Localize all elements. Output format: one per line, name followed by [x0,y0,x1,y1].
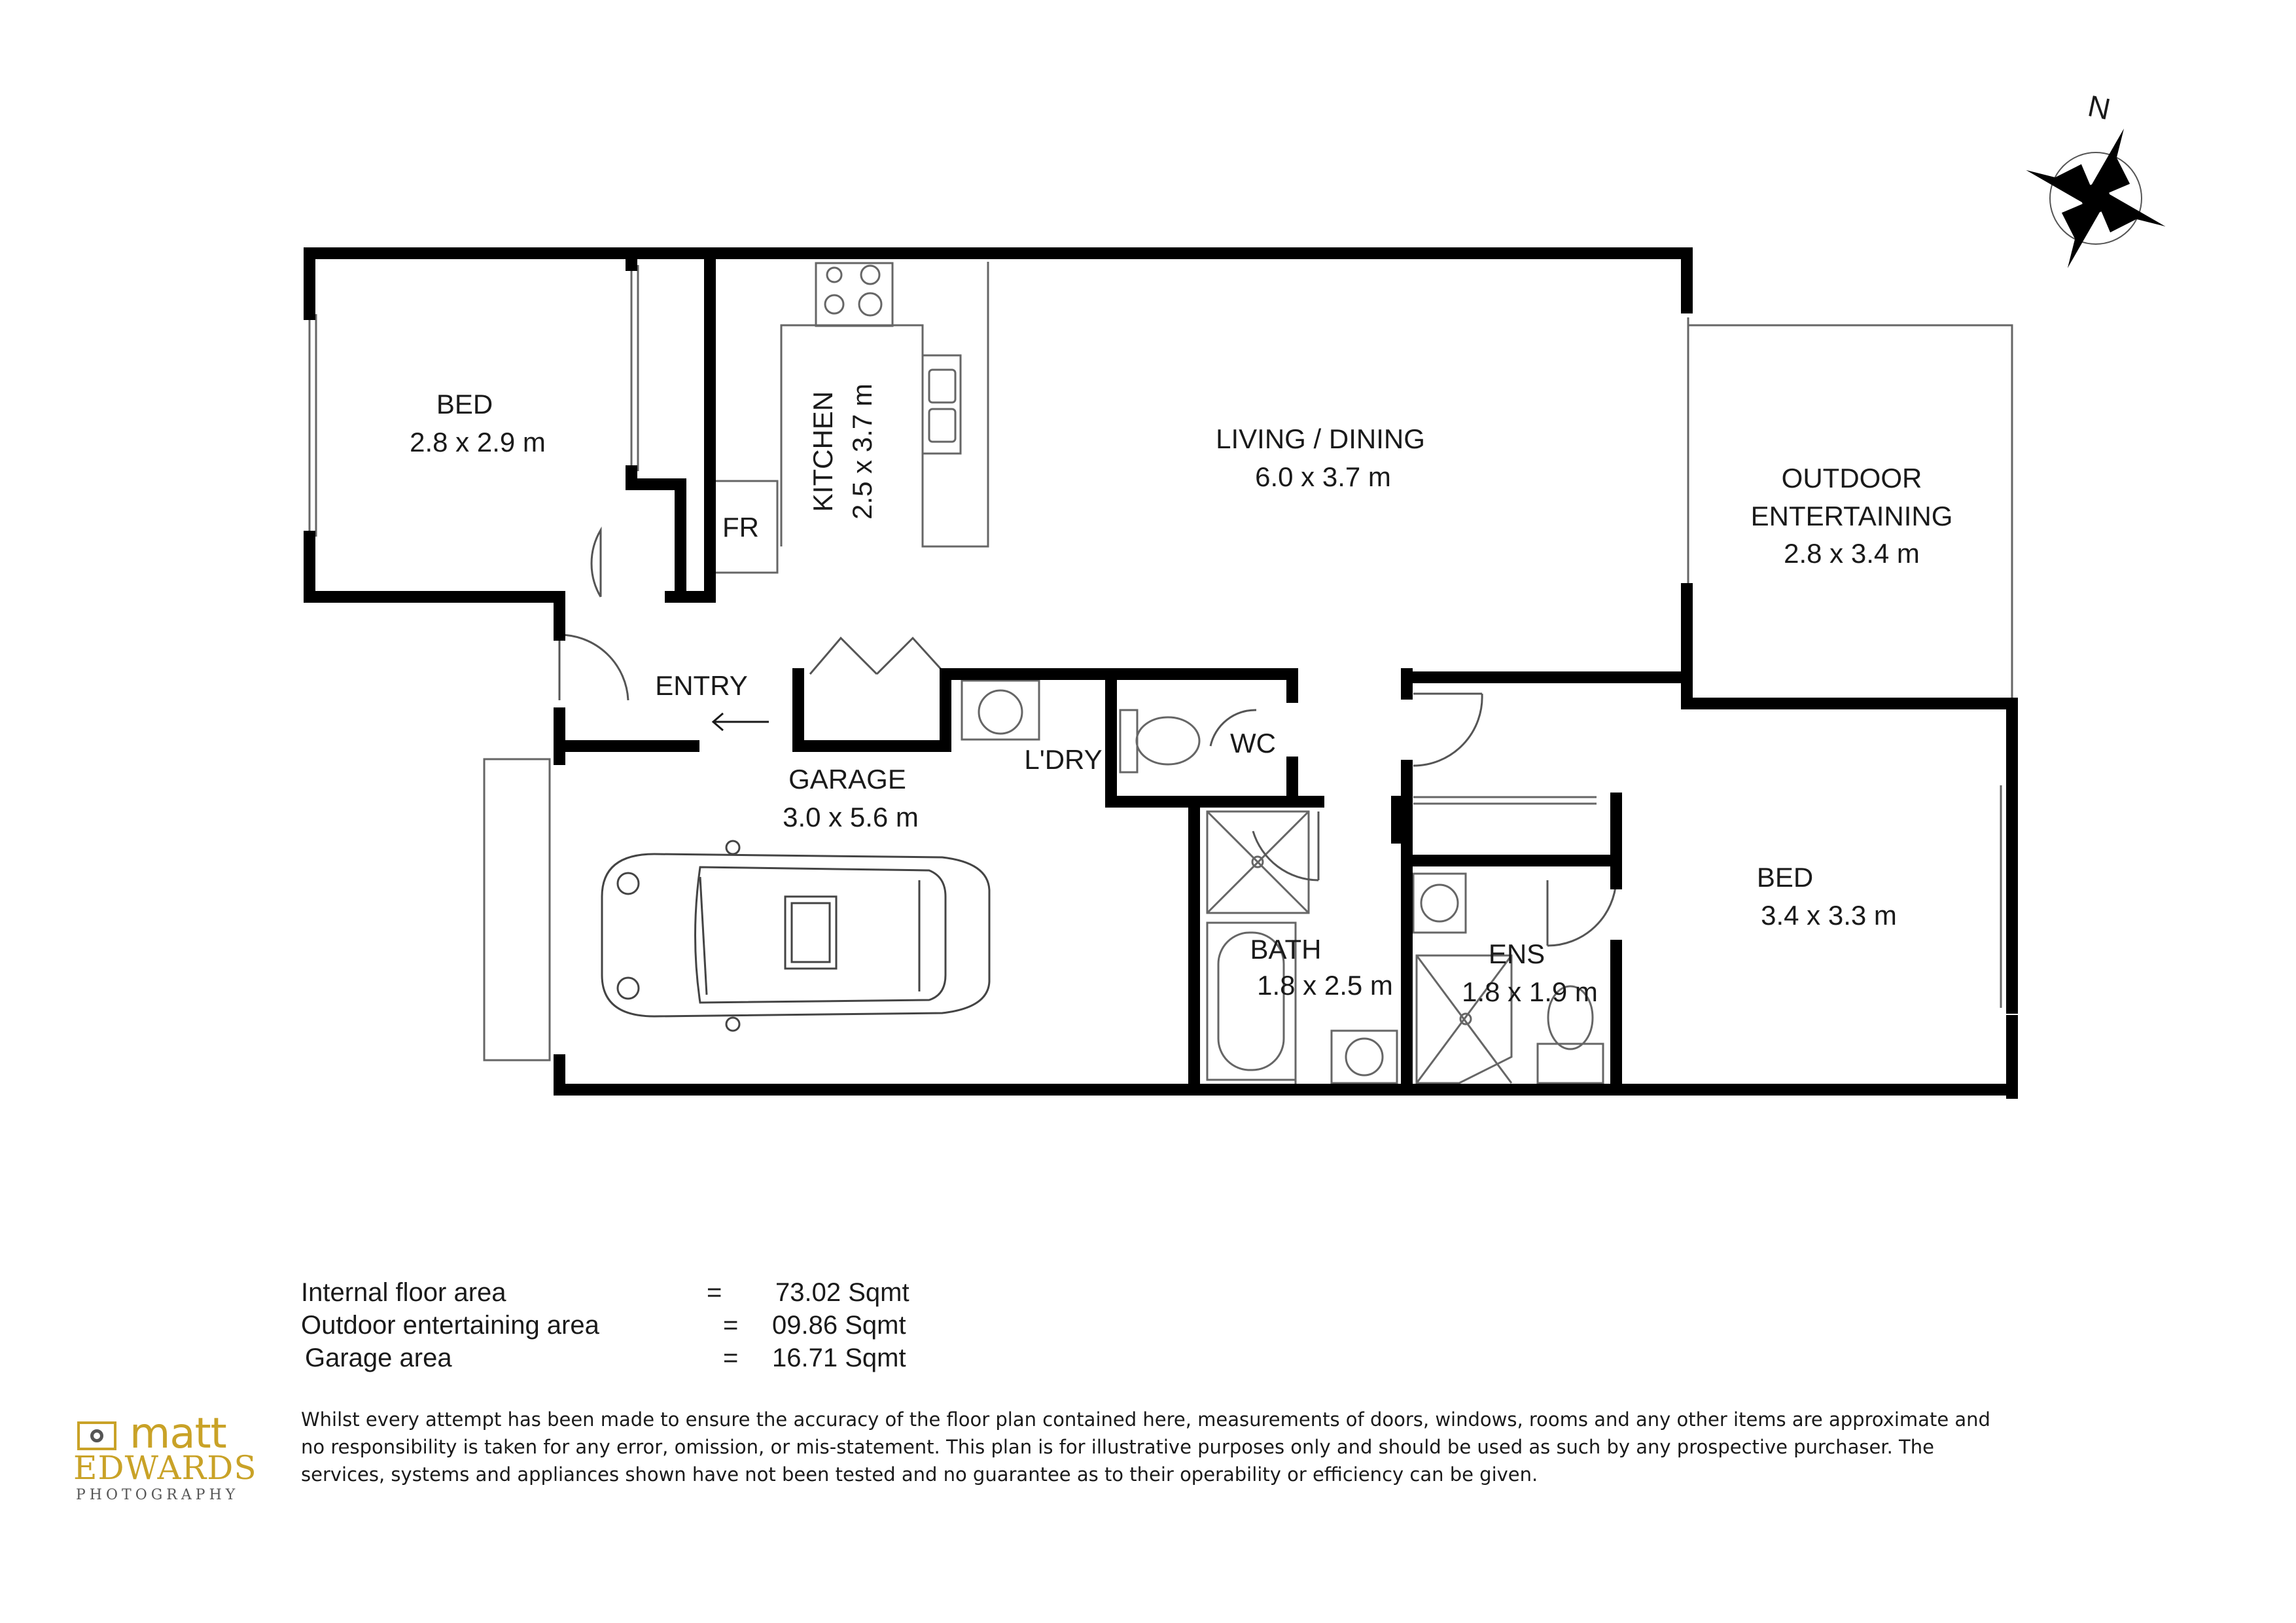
area-label: Internal floor area [301,1278,506,1307]
room-size-bath: 1.8 x 2.5 m [1257,970,1393,1001]
room-label-outdoor [1751,463,1953,569]
room-name-wc: WC [1230,728,1276,758]
area-row [301,1309,955,1342]
area-equals: = [723,1344,739,1372]
room-name-bath: BATH [1250,934,1322,965]
logo-line1: matt [130,1410,226,1458]
room-label-ensuite [1462,938,1598,1007]
area-equals: = [707,1278,722,1307]
room-name-ensuite: ENS [1488,938,1545,969]
kitchen-sink-icon [929,370,955,442]
laundry-tub-icon [962,681,1039,740]
logo-line3: PHOTOGRAPHY [76,1487,239,1503]
area-row [301,1342,955,1374]
room-label-bed2 [1757,862,1897,931]
shower-bath-icon [1207,812,1309,913]
room-name-garage: GARAGE [788,764,906,794]
room-name-bed1: BED [436,389,493,419]
cooktop-icon [825,266,881,315]
room-size-kitchen: 2.5 x 3.7 m [847,383,877,520]
camera-logo-icon [77,1421,116,1450]
room-label-bath [1250,934,1393,1001]
entry-arrow-icon [713,713,769,730]
room-name-fridge: FR [722,512,759,543]
area-label: Garage area [305,1344,452,1372]
room-size-bed2: 3.4 x 3.3 m [1761,900,1897,931]
room-label-bed1 [410,389,546,457]
logo-line2: EDWARDS [73,1449,257,1487]
bath-basin-icon [1296,1031,1397,1085]
ensuite-shower-icon [1417,955,1511,1083]
area-equals: = [723,1311,739,1340]
area-value: 16.71 Sqmt [772,1344,906,1372]
room-size-living: 6.0 x 3.7 m [1255,461,1391,492]
room-name-laundry: L'DRY [1024,744,1103,775]
room-size-bed1: 2.8 x 2.9 m [410,427,546,457]
area-label: Outdoor entertaining area [301,1311,599,1340]
room-name-living: LIVING / DINING [1216,423,1425,454]
garage-door [484,759,550,1060]
room-name-outdoor-line1: OUTDOOR [1781,463,1922,493]
disclaimer-text: Whilst every attempt has been made to ensure the accuracy of the floor plan contained here, measurements of doors, windows, rooms and any other items are approximate and no responsibility is taken for any error, omission, or mis-statement. This plan is for illustrative purposes only and should be used as such by any prospective purchaser. The services, systems and appliances shown have not been tested and no guarantee as to their operability or efficiency can be given. [301,1408,1990,1486]
area-value: 09.86 Sqmt [772,1311,906,1340]
room-name-bed2: BED [1756,862,1814,893]
room-size-garage: 3.0 x 5.6 m [783,802,919,832]
area-summary [301,1276,955,1374]
car-icon [602,841,989,1031]
windows [309,314,2007,1008]
room-name-outdoor-line2: ENTERTAINING [1750,501,1953,531]
area-row [301,1276,955,1309]
north-label: N [2085,88,2113,126]
room-name-kitchen: KITCHEN [807,391,838,512]
room-size-ensuite: 1.8 x 1.9 m [1462,976,1598,1007]
room-label-living [1216,423,1425,492]
room-size-outdoor: 2.8 x 3.4 m [1784,538,1920,569]
door-swings [559,530,1616,946]
room-label-kitchen [807,383,877,520]
walls [309,253,2012,1093]
room-label-garage [783,764,919,832]
wardrobe-bed1 [631,265,638,471]
wc-toilet-icon [1120,710,1199,772]
room-name-entry: ENTRY [655,670,748,701]
matt-edwards-logo [72,1410,268,1512]
ensuite-basin-icon [1413,874,1466,933]
area-value: 73.02 Sqmt [775,1278,910,1307]
